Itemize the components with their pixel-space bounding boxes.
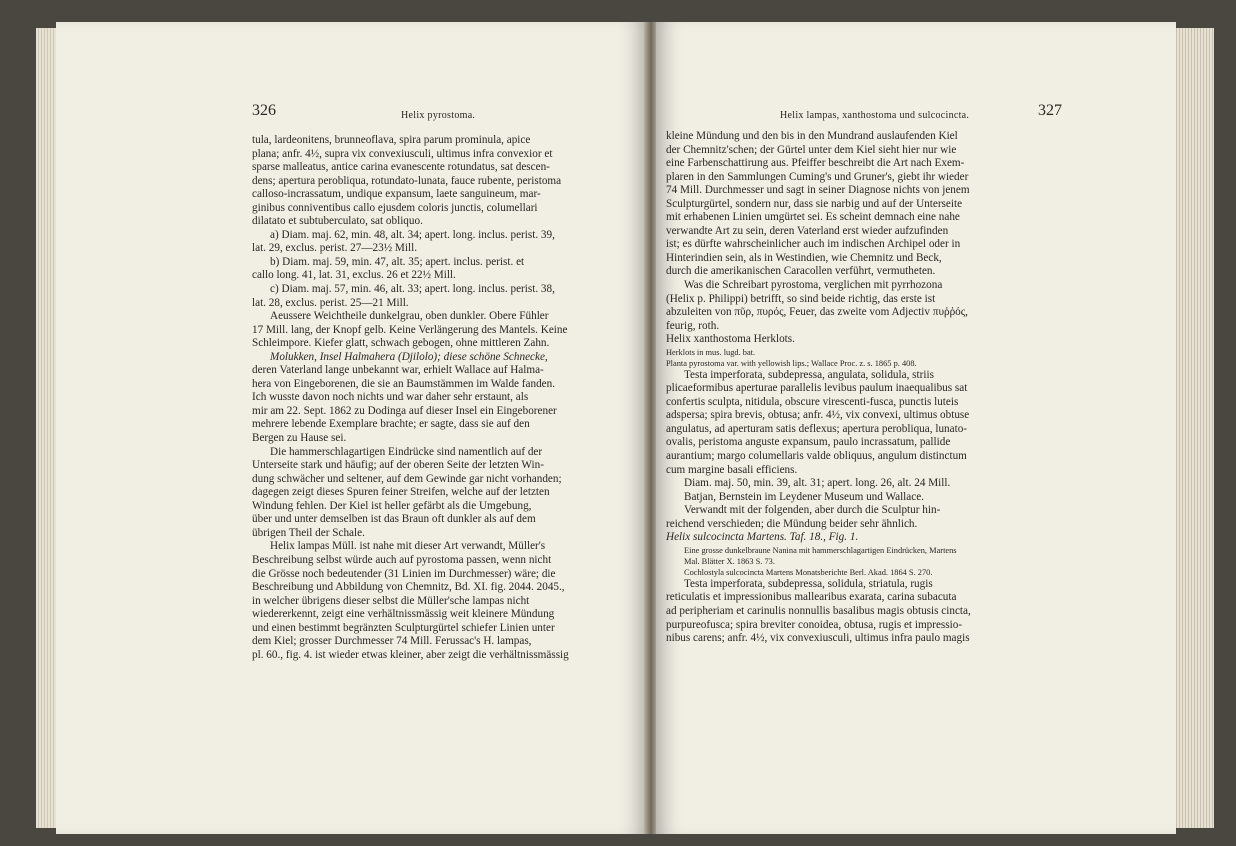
text-line: lat. 28, exclus. perist. 25—21 Mill. bbox=[252, 296, 409, 309]
text-line: mit erhabenen Linien umgürtet sei. Es scheint demnach eine nahe bbox=[666, 211, 960, 224]
text-line: und einen bestimmt begränzten Sculpturgürtel schiefer Linien unter bbox=[252, 621, 555, 634]
open-book-spread bbox=[16, 10, 1220, 846]
text-line: plicaeformibus aperturae parallelis levibus paulum inaequalibus sat bbox=[666, 382, 968, 395]
text-line: Verwandt mit der folgenden, aber durch die Sculptur hin- bbox=[684, 504, 941, 517]
text-line: lat. 29, exclus. perist. 27—23½ Mill. bbox=[252, 242, 417, 255]
text-line: 74 Mill. Durchmesser und sagt in seiner Diagnose nichts von jenem bbox=[666, 184, 970, 197]
text-line: cum margine basali efficiens. bbox=[666, 463, 798, 476]
text-line: reichend verschieden; die Mündung beider sehr ähnlich. bbox=[666, 517, 918, 530]
text-line: nibus carens; anfr. 4½, vix convexiusculi, ultimus infra paulo magis bbox=[666, 632, 970, 645]
text-line: eine Farbenschattirung aus. Pfeiffer beschreibt die Art nach Exem- bbox=[666, 157, 965, 170]
text-line: die Grösse noch bedeutender (31 Linien im Durchmesser) wäre; die bbox=[252, 567, 556, 580]
text-line: (Helix p. Philippi) betrifft, so sind beide richtig, das erste ist bbox=[666, 292, 936, 305]
text-line: Batjan, Bernstein im Leydener Museum und Wallace. bbox=[684, 490, 924, 503]
text-line: Testa imperforata, subdepressa, angulata, solidula, striis bbox=[684, 368, 934, 381]
text-line: Aeussere Weichtheile dunkelgrau, oben dunkler. Obere Fühler bbox=[270, 310, 549, 323]
right-page-number: 327 bbox=[1038, 102, 1062, 119]
right-running-head: Helix lampas, xanthostoma und sulcocincta. bbox=[780, 110, 970, 121]
text-line: kleine Mündung und den bis in den Mundrand auslaufenden Kiel bbox=[666, 130, 958, 142]
text-line: dens; apertura perobliqua, rotundato-lunata, fauce rubente, peristoma bbox=[252, 174, 562, 187]
text-line: mir am 22. Sept. 1862 zu Dodinga auf dieser Insel ein Eingeborener bbox=[252, 404, 557, 417]
right-page-body bbox=[666, 130, 1070, 646]
text-line: Diam. maj. 50, min. 39, alt. 31; apert. long. 26, alt. 24 Mill. bbox=[684, 477, 951, 490]
text-line: dilatato et subtuberculato, sat obliquo. bbox=[252, 215, 423, 228]
text-line: feurig, roth. bbox=[666, 319, 720, 332]
text-line: aurantium; margo columellaris valde obliquus, angulum distinctum bbox=[666, 450, 967, 463]
left-page-body bbox=[252, 134, 640, 662]
text-line: Molukken, Insel Halmahera (Djilolo); diese schöne Schnecke, bbox=[270, 350, 548, 363]
text-line: confertis sculpta, nitidula, obscure virescenti-fusca, punctis luteis bbox=[666, 395, 959, 408]
text-line: sparse malleatus, antice carina evanescente rotundatus, sat descen- bbox=[252, 161, 550, 174]
text-line: dagegen zeigt dieses Spuren feiner Streifen, welche auf der letzten bbox=[252, 486, 550, 499]
text-line: Was die Schreibart pyrostoma, verglichen mit pyrrhozona bbox=[684, 279, 943, 292]
text-line: durch die amerikanischen Caracollen verführt, vermutheten. bbox=[666, 265, 936, 278]
text-line: der Chemnitz'schen; der Gürtel unter dem Kiel sieht hier nur wie bbox=[666, 143, 957, 156]
right-page-edges bbox=[1174, 28, 1214, 828]
text-line: ist; es dürfte wahrscheinlicher auch im indischen Archipel oder in bbox=[666, 238, 961, 251]
text-line: ad peripheriam et carinulis nonnullis basalibus magis obtusis cincta, bbox=[666, 604, 971, 617]
text-line: Ich wusste davon noch nichts und war daher sehr erstaunt, als bbox=[252, 391, 529, 404]
text-line: angulatus, ad aperturam satis deflexus; apertura perobliqua, lunato- bbox=[666, 422, 968, 435]
reference-line: Planta pyrostoma var. with yellowish lips.; Wallace Proc. z. s. 1865 p. 408. bbox=[666, 358, 917, 368]
text-line: a) Diam. maj. 62, min. 48, alt. 34; apert. long. inclus. perist. 39, bbox=[270, 228, 555, 241]
text-line: Schleimpore. Kiefer glatt, schwach gebogen, ohne mittleren Zahn. bbox=[252, 337, 550, 350]
text-line: über und unter demselben ist das Braun oft dunkler als auf dem bbox=[252, 513, 536, 526]
text-line: c) Diam. maj. 57, min. 46, alt. 33; apert. long. inclus. perist. 38, bbox=[270, 283, 555, 296]
text-line: 17 Mill. lang, der Knopf gelb. Keine Verlängerung des Mantels. Keine bbox=[252, 323, 568, 336]
text-line: dung schwächer und seltener, auf dem Gewinde gar nicht vorhanden; bbox=[252, 472, 562, 485]
text-line: Beschreibung selbst würde auch auf pyrostoma passen, wenn nicht bbox=[252, 553, 552, 566]
text-line: ovalis, peristoma anguste expansum, paulo incrassatum, pallide bbox=[666, 436, 951, 449]
text-line: verwandte Art zu sein, deren Vaterland erst wieder aufzufinden bbox=[666, 224, 949, 237]
text-line: tula, lardeonitens, brunneoflava, spira parum prominula, apice bbox=[252, 134, 531, 146]
text-line: dem Kiel; grosser Durchmesser 74 Mill. Ferussac's H. lampas, bbox=[252, 635, 532, 648]
text-line: reticulatis et impressionibus mallearibus exarata, carina subacuta bbox=[666, 591, 957, 604]
reference-line: Eine grosse dunkelbraune Nanina mit hammerschlagartigen Eindrücken, Martens bbox=[684, 545, 957, 555]
reference-line: Mal. Blätter X. 1863 S. 73. bbox=[684, 556, 775, 566]
text-line: Die hammerschlagartigen Eindrücke sind namentlich auf der bbox=[270, 445, 543, 458]
reference-line: Cochlostyla sulcocincta Martens Monatsberichte Berl. Akad. 1864 S. 270. bbox=[684, 567, 933, 577]
text-line: hera von Eingeborenen, die sie an Baumstämmen im Walde fanden. bbox=[252, 377, 556, 390]
text-line: Bergen zu Hause sei. bbox=[252, 432, 347, 445]
left-page bbox=[56, 22, 646, 834]
species-heading: Helix xanthostoma Herklots. bbox=[666, 333, 795, 346]
text-line: übrigen Theil der Schale. bbox=[252, 526, 365, 539]
reference-line: Herklots in mus. lugd. bat. bbox=[666, 347, 756, 357]
text-line: Sculpturgürtel, sondern nur, dass sie narbig und auf der Unterseite bbox=[666, 197, 963, 210]
left-page-number: 326 bbox=[252, 102, 276, 119]
text-line: calloso-incrassatum, undique expansum, laete sanguineum, mar- bbox=[252, 188, 541, 201]
text-line: in welcher übrigens dieser selbst die Müller'sche lampas nicht bbox=[252, 594, 530, 607]
text-line: Hinterindien sein, als in Westindien, wie Chemnitz und Beck, bbox=[666, 251, 942, 264]
text-line: pl. 60., fig. 4. ist wieder etwas kleiner, aber zeigt die verhältnissmässig bbox=[252, 648, 569, 661]
species-heading: Helix sulcocincta Martens. Taf. 18., Fig. 1. bbox=[666, 531, 859, 544]
text-line: abzuleiten von πῦρ, πυρός, Feuer, das zweite vom Adjectiv πυῤῥός, bbox=[666, 306, 968, 319]
text-line: Windung fehlen. Der Kiel ist heller gefärbt als die Umgebung, bbox=[252, 499, 532, 512]
text-line: plana; anfr. 4½, supra vix convexiusculi, ultimus infra convexior et bbox=[252, 147, 553, 160]
text-line: mehrere lebende Exemplare brachte; er sagte, dass sie auf den bbox=[252, 418, 530, 431]
text-line: plaren in den Sammlungen Cuming's und Gruner's, giebt ihr wieder bbox=[666, 170, 969, 183]
text-line: Testa imperforata, subdepressa, solidula, striatula, rugis bbox=[684, 577, 933, 590]
text-line: purpureofusca; spira breviter conoidea, obtusa, rugis et impressio- bbox=[666, 618, 963, 631]
text-line: Unterseite stark und häufig; auf der oberen Seite der letzten Win- bbox=[252, 459, 544, 472]
text-line: Helix lampas Müll. ist nahe mit dieser Art verwandt, Müller's bbox=[270, 540, 546, 553]
text-line: callo long. 41, lat. 31, exclus. 26 et 22½ Mill. bbox=[252, 269, 456, 282]
right-page bbox=[656, 22, 1176, 834]
text-line: wiedererkennt, zeigt eine verhältnissmässig weit kleinere Mündung bbox=[252, 608, 555, 621]
text-line: deren Vaterland lange unbekannt war, erhielt Wallace auf Halma- bbox=[252, 364, 544, 377]
text-line: ginibus conniventibus callo ejusdem coloris junctis, columellari bbox=[252, 201, 538, 214]
text-line: Beschreibung und Abbildung von Chemnitz, Bd. XI. fig. 2044. 2045., bbox=[252, 581, 565, 594]
text-line: adspersa; spira brevis, obtusa; anfr. 4½, vix convexi, ultimus obtuse bbox=[666, 409, 970, 422]
text-line: b) Diam. maj. 59, min. 47, alt. 35; apert. inclus. perist. et bbox=[270, 255, 525, 268]
left-running-head: Helix pyrostoma. bbox=[401, 110, 476, 121]
